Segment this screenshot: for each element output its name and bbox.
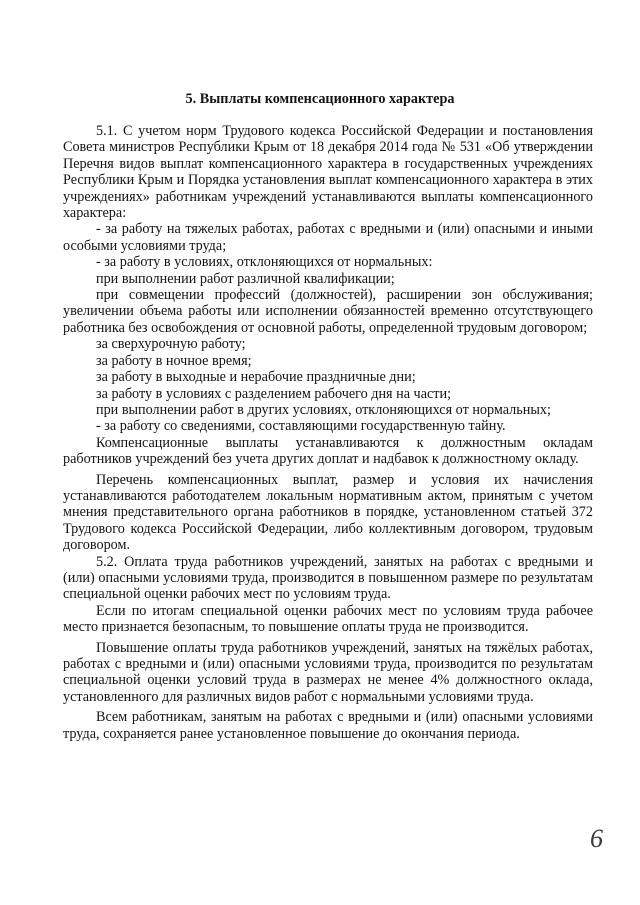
section-title: 5. Выплаты компенсационного характера: [185, 91, 455, 107]
list-item-split-day: за работу в условиях с разделением рабочего дня на части;: [96, 385, 452, 402]
paragraph-safe-workplace: Если по итогам специальной оценки рабочих мест по условиям труда рабочее место признается безопасным, то повышение оплаты труда не производится.: [63, 602, 593, 636]
page-number: 6: [590, 824, 603, 853]
paragraph-retained-increase: Всем работникам, занятым на работах с вредными и (или) опасными условиями труда, сохраняется ранее установленное повышение до окончания периода.: [63, 709, 593, 742]
paragraph-compensation-to-salary: Компенсационные выплаты устанавливаются к должностным окладам работников учреждений без учета других доплат и надбавок к должностному окладу.: [63, 434, 593, 468]
list-item-night-work: за работу в ночное время;: [96, 352, 252, 369]
list-item-abnormal-conditions: - за работу в условиях, отклоняющихся от нормальных:: [96, 254, 433, 271]
list-item-combining-professions: при совмещении профессий (должностей), расширении зон обслуживания; увеличении объема работы или исполнении обязанностей временно отсутствующего работника без освобождения от основной работы, определенной трудовым договором;: [63, 287, 593, 336]
list-item-other-conditions: при выполнении работ в других условиях, отклоняющихся от нормальных;: [96, 401, 551, 418]
list-item-holidays: за работу в выходные и нерабочие праздничные дни;: [96, 369, 416, 386]
document-body: [63, 123, 593, 742]
paragraph-5-1: 5.1. С учетом норм Трудового кодекса Российской Федерации и постановления Совета министров Республики Крым от 18 декабря 2014 года № 531 «Об утверждении Перечня видов выплат компенсационного характера в государственных учреждениях Республики Крым и Порядка установления выплат компенсационного характера в этих учреждениях» работникам учреждений устанавливаются выплаты компенсационного характера:: [63, 123, 593, 222]
list-item-heavy-work: - за работу на тяжелых работах, работах с вредными и (или) опасными и иными особыми условиями труда;: [63, 221, 593, 254]
paragraph-pay-increase: Повышение оплаты труда работников учреждений, занятых на тяжёлых работах, работах с вредными и (или) опасными условиями труда, производится по результатам специальной оценки условий труда в размерах не менее 4% должностного оклада, установленного для различных видов работ с нормальными условиями труда.: [63, 639, 593, 705]
list-item-state-secret: - за работу со сведениями, составляющими государственную тайну.: [96, 418, 506, 435]
paragraph-compensation-list: Перечень компенсационных выплат, размер и условия их начисления устанавливаются работодателем локальным нормативным актом, принятым с учетом мнения представительного органа работников в порядке, установленном статьей 372 Трудового кодекса Российской Федерации, либо коллективным договором, трудовым договором.: [63, 471, 593, 554]
list-item-overtime: за сверхурочную работу;: [96, 336, 246, 353]
list-item-different-qualification: при выполнении работ различной квалификации;: [96, 270, 395, 287]
paragraph-5-2: 5.2. Оплата труда работников учреждений, занятых на работах с вредными и (или) опасными условиями труда, производится в повышенном размере по результатам специальной оценки рабочих мест по условиям труда.: [63, 553, 593, 603]
